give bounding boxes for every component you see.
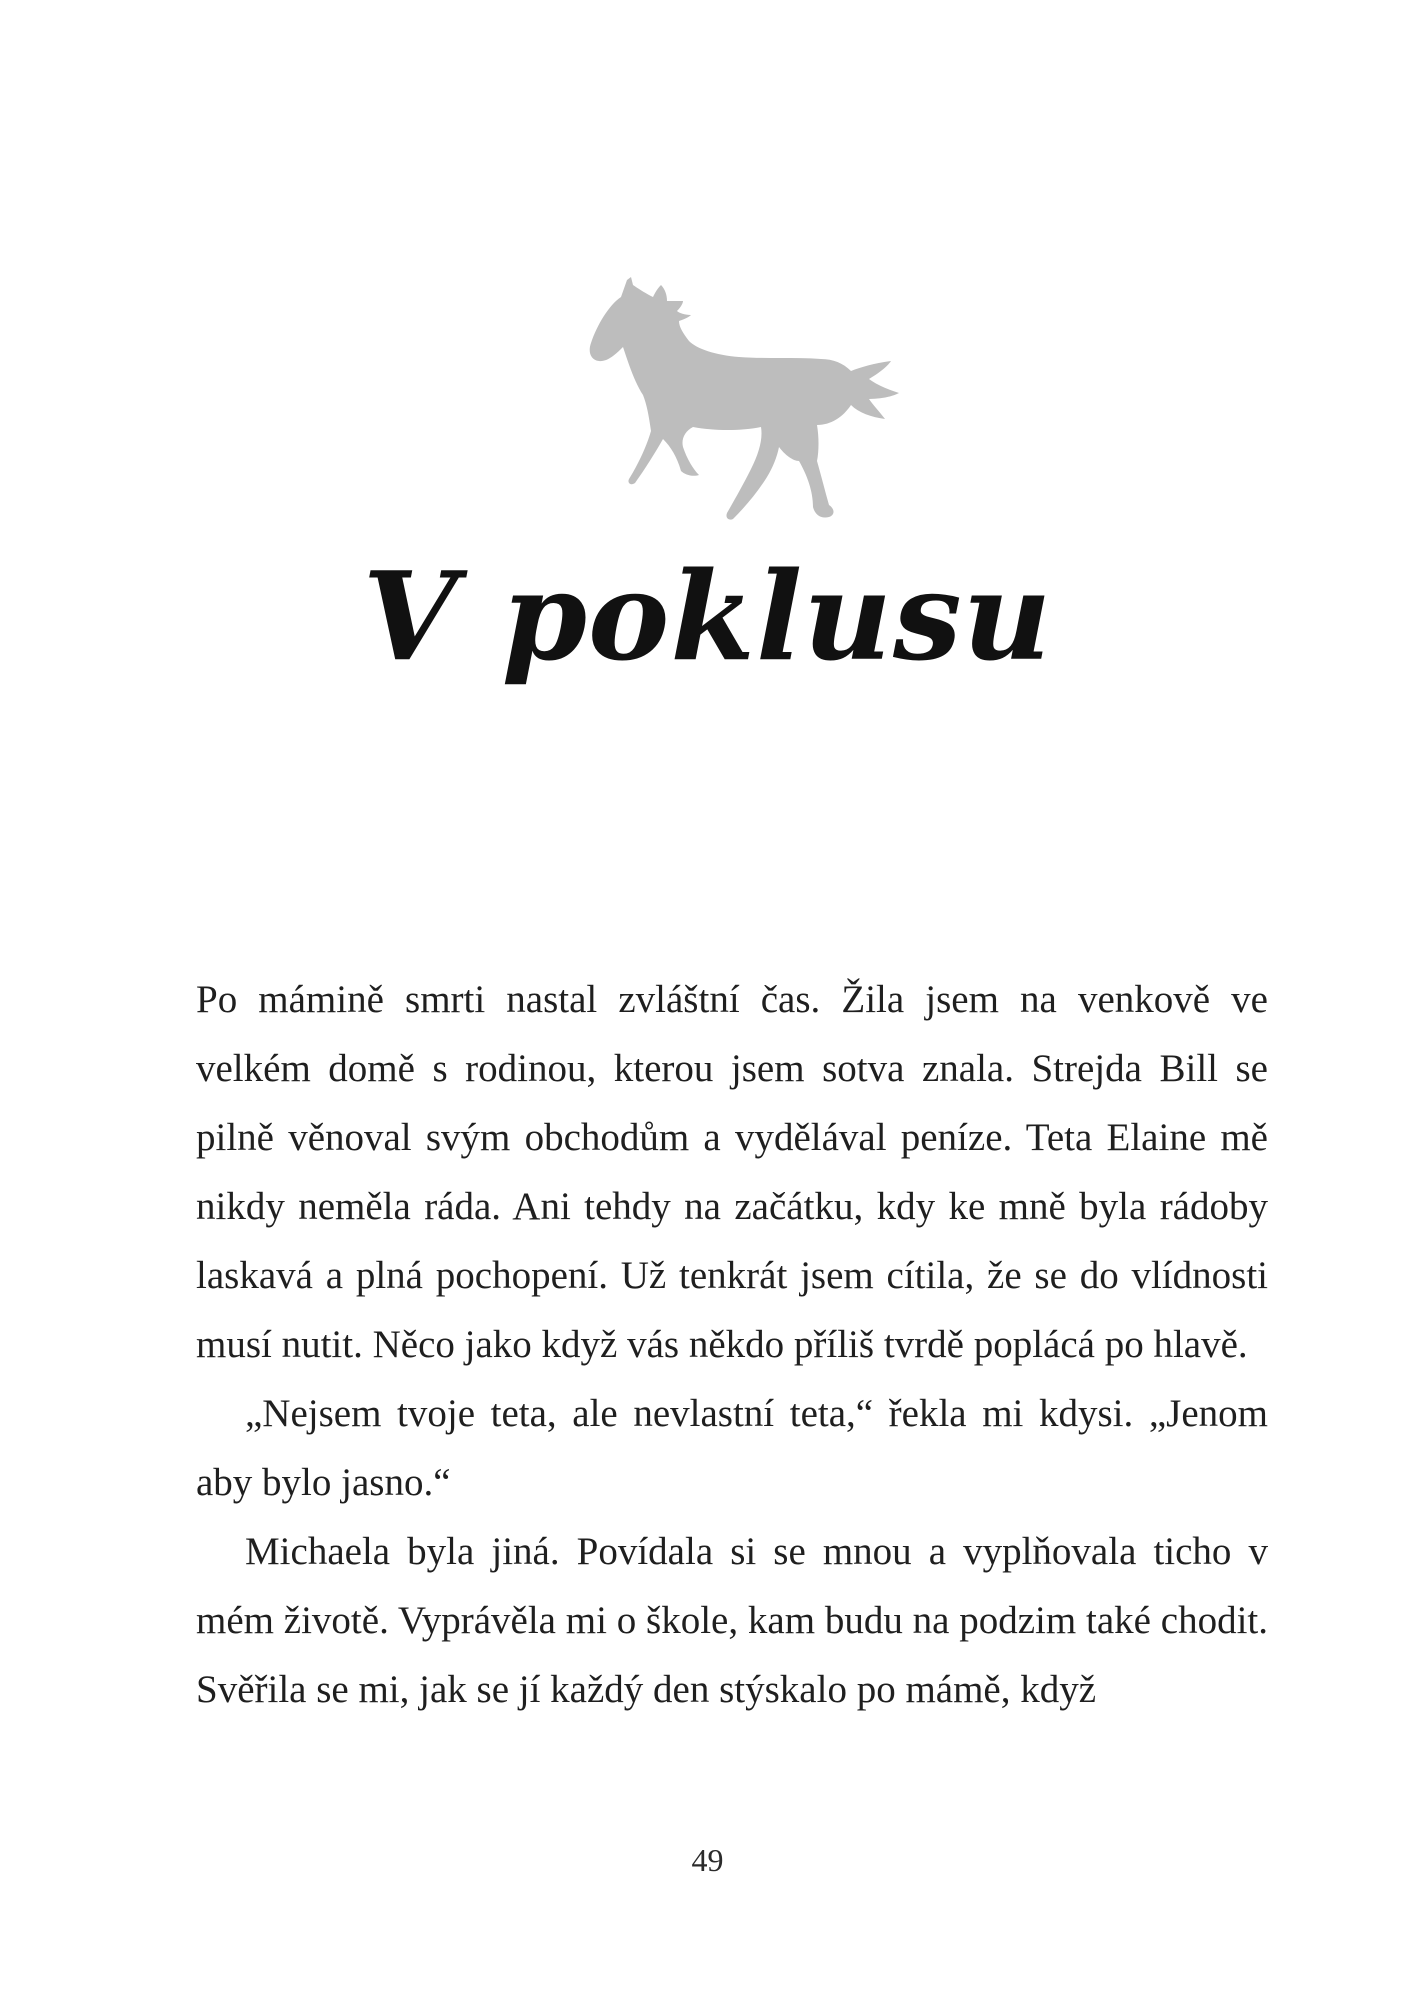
- chapter-title: V poklusu: [362, 544, 1053, 688]
- paragraph: „Nejsem tvoje teta, ale nevlastní teta,“ řekla mi kdysi. „Jenom aby bylo jasno.“: [196, 1392, 1268, 1504]
- horse-silhouette-icon: [585, 275, 905, 540]
- body-text: [196, 965, 1268, 1724]
- page-number: 49: [691, 1842, 724, 1878]
- paragraph: Michaela byla jiná. Povídala si se mnou a vyplňovala ticho v mém životě. Vyprávěla mi o škole, kam budu na podzim také chodit. Svěřila se mi, jak se jí každý den stýskalo po mámě, když: [196, 1530, 1268, 1711]
- paragraph: Po mámině smrti nastal zvláštní čas. Žila jsem na venkově ve velkém domě s rodinou, kterou jsem sotva znala. Strejda Bill se pilně věnoval svým obchodům a vydělával peníze. Teta Elaine mě nikdy neměla ráda. Ani tehdy na začátku, kdy ke mně byla rádoby laskavá a plná pochopení. Už tenkrát jsem cítila, že se do vlídnosti musí nutit. Něco jako když vás někdo příliš tvrdě poplácá po hlavě.: [196, 978, 1268, 1366]
